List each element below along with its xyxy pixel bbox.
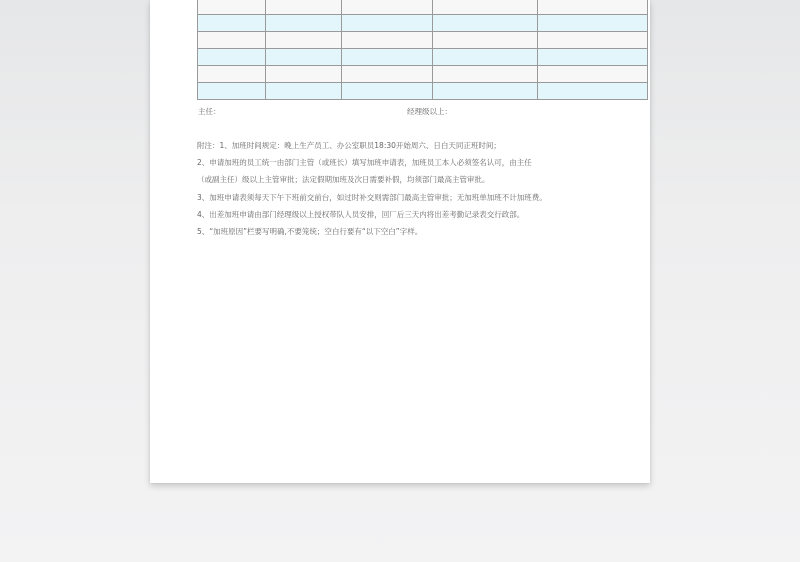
table-cell[interactable] bbox=[266, 14, 341, 31]
table-cell[interactable] bbox=[341, 48, 432, 65]
table-row bbox=[198, 48, 648, 65]
table-cell[interactable] bbox=[198, 65, 266, 82]
table-cell[interactable] bbox=[198, 82, 266, 99]
table-cell[interactable] bbox=[432, 65, 537, 82]
table-cell[interactable] bbox=[538, 31, 648, 48]
note-line: 5、“加班原因”栏要写明确,不要笼统；空白行要有“以下空白”字样。 bbox=[197, 227, 423, 237]
table-row bbox=[198, 31, 648, 48]
table-cell[interactable] bbox=[198, 48, 266, 65]
table-cell[interactable] bbox=[538, 14, 648, 31]
table-cell[interactable] bbox=[266, 48, 341, 65]
table-cell[interactable] bbox=[432, 0, 537, 14]
table-cell[interactable] bbox=[198, 31, 266, 48]
table-cell[interactable] bbox=[538, 48, 648, 65]
table-cell[interactable] bbox=[266, 65, 341, 82]
note-line: 附注：1、加班时间规定：晚上生产员工、办公室职员18:30开始周六、日白天同正班时间； bbox=[197, 141, 501, 150]
table-cell[interactable] bbox=[341, 0, 432, 14]
note-line: （或副主任）级以上主管审批；法定假期加班及次日需要补假，均须部门最高主管审批。 bbox=[197, 175, 490, 185]
note-line: 3、加班申请表须每天下午下班前交前台，如过时补交则需部门最高主管审批；无加班单加班不计加班费。 bbox=[197, 192, 547, 202]
note-line: 2、申请加班的员工统一由部门主管（或班长）填写加班申请表，加班员工本人必须签名认可，由主任 bbox=[197, 158, 532, 168]
table-cell[interactable] bbox=[341, 14, 432, 31]
table-row bbox=[198, 0, 648, 14]
note-line: 4、出差加班申请由部门经理级以上授权带队人员安排，回厂后三天内将出差考勤记录表交行政部。 bbox=[197, 209, 525, 219]
overtime-table-body bbox=[198, 0, 648, 99]
table-cell[interactable] bbox=[198, 0, 266, 14]
table-cell[interactable] bbox=[266, 0, 341, 14]
table-row bbox=[198, 82, 648, 99]
table-cell[interactable] bbox=[432, 82, 537, 99]
table-cell[interactable] bbox=[266, 82, 341, 99]
table-cell[interactable] bbox=[341, 65, 432, 82]
notes-section bbox=[197, 137, 617, 240]
table-cell[interactable] bbox=[432, 48, 537, 65]
table-cell[interactable] bbox=[432, 14, 537, 31]
table-row bbox=[198, 65, 648, 82]
overtime-table-container bbox=[197, 0, 648, 100]
table-cell[interactable] bbox=[198, 14, 266, 31]
table-cell[interactable] bbox=[266, 31, 341, 48]
director-signature-label: 主任： bbox=[198, 107, 221, 116]
signature-line bbox=[198, 106, 638, 118]
table-cell[interactable] bbox=[432, 31, 537, 48]
table-cell[interactable] bbox=[538, 82, 648, 99]
table-cell[interactable] bbox=[341, 31, 432, 48]
document-page bbox=[150, 0, 650, 483]
manager-signature-label: 经理级以上： bbox=[407, 107, 452, 116]
table-cell[interactable] bbox=[538, 65, 648, 82]
overtime-table bbox=[197, 0, 648, 100]
table-cell[interactable] bbox=[341, 82, 432, 99]
table-cell[interactable] bbox=[538, 0, 648, 14]
table-row bbox=[198, 14, 648, 31]
